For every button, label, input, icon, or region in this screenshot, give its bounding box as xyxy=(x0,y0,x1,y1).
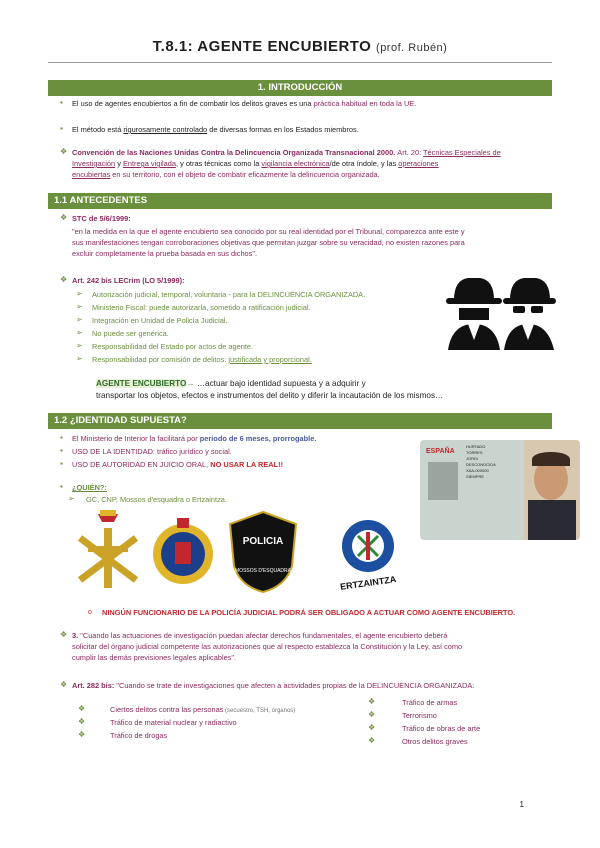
page-title xyxy=(0,38,600,55)
section-heading-introduccion: 1. INTRODUCCIÓN xyxy=(48,80,552,96)
identity-line-3: USO DE AUTORIDAD EN JUICIO ORAL, NO USAR LA REAL!! xyxy=(72,460,284,469)
diamond-bullet-icon: ❖ xyxy=(368,697,376,706)
arrow-bullet-icon: ➢ xyxy=(76,328,83,337)
arrow-bullet-icon: ➢ xyxy=(76,289,83,298)
diamond-bullet-icon: ❖ xyxy=(60,630,68,639)
art242-item: Autorización judicial, temporal, voluntaria - para la DELINCUENCIA ORGANIZADA. xyxy=(92,290,366,299)
hollow-bullet-icon: o xyxy=(88,609,92,616)
art242-item: No puede ser genérica. xyxy=(92,329,169,338)
ertzaintza-emblem-text: ERTZAINTZA xyxy=(339,574,397,592)
art242-item: Ministerio Fiscal: puede autorizarla, sometido a ratificación judicial. xyxy=(92,303,311,312)
mossos-emblem-text: POLICIA xyxy=(242,536,284,547)
arrow-bullet-icon: ➢ xyxy=(76,302,83,311)
crime-list-item: Tráfico de material nuclear y radiactivo xyxy=(110,718,237,727)
intro-paragraph-1: El uso de agentes encubiertos a fin de combatir los delitos graves es una práctica habitual en toda la UE. xyxy=(72,99,417,108)
crime-list-item: Tráfico de drogas xyxy=(110,731,168,740)
id-card-image xyxy=(420,440,580,540)
art242-item: Responsabilidad por comisión de delitos: justificada y proporcional. xyxy=(92,355,312,364)
bullet-icon: ▪ xyxy=(60,459,63,468)
mossos-emblem-subtext: MOSSOS D'ESQUADRA xyxy=(235,568,291,574)
arrow-bullet-icon: ➢ xyxy=(76,354,83,363)
identity-line-2: USO DE LA IDENTIDAD: tráfico jurídico y social. xyxy=(72,447,232,456)
title-text: T.8.1: AGENTE ENCUBIERTO xyxy=(152,38,372,55)
diamond-bullet-icon: ❖ xyxy=(60,213,68,222)
diamond-bullet-icon: ❖ xyxy=(368,710,376,719)
art282-heading: Art. 282 bis: "Cuando se trate de investigaciones que afecten a actividades propias de la DELINCUENCIA ORGANIZADA: xyxy=(72,681,475,690)
bullet-icon: ▪ xyxy=(60,446,63,455)
diamond-bullet-icon: ❖ xyxy=(78,730,86,739)
crime-list-item: Otros delitos graves xyxy=(402,737,468,746)
crime-list-item: Terrorismo xyxy=(402,711,437,720)
diamond-bullet-icon: ❖ xyxy=(60,680,68,689)
quien-answer: GC, CNP, Mossos d'esquadra o Ertzaintza. xyxy=(86,495,227,504)
bullet-icon: ▪ xyxy=(60,124,63,133)
diamond-bullet-icon: ❖ xyxy=(60,275,68,284)
ningun-funcionario: NINGÚN FUNCIONARIO DE LA POLICÍA JUDICIAL PODRÁ SER OBLIGADO A ACTUAR COMO AGENTE ENCUBIERTO. xyxy=(102,608,516,617)
mossos-emblem xyxy=(226,510,300,594)
title-author: (prof. Rubén) xyxy=(376,42,448,54)
bullet-icon: ▪ xyxy=(60,433,63,442)
policia-nacional-emblem xyxy=(148,510,218,594)
arrow-bullet-icon: ➢ xyxy=(76,315,83,324)
spy-icons xyxy=(446,270,556,350)
section-heading-identidad: 1.2 ¿IDENTIDAD SUPUESTA? xyxy=(48,413,552,429)
id-card-country: ESPAÑA xyxy=(426,448,455,455)
arrow-bullet-icon: ➢ xyxy=(76,341,83,350)
diamond-bullet-icon: ❖ xyxy=(78,717,86,726)
arrow-bullet-icon: ➢ xyxy=(68,494,75,503)
art242-item: Integración en Unidad de Policía Judicial. xyxy=(92,316,228,325)
bullet-icon: ▪ xyxy=(60,482,63,491)
agent-definition: AGENTE ENCUBIERTO→ …actuar bajo identidad supuesta y a adquirir y transportar los objetos, efectos e instrumentos del delito y diferir la incautación de los mismos… xyxy=(96,379,444,400)
art242-heading: Art. 242 bis LECrim (LO 5/1999): xyxy=(72,276,185,285)
art242-item: Responsabilidad del Estado por actos de agente. xyxy=(92,342,254,351)
spy-hat-icon xyxy=(446,278,502,350)
point-3-quote: 3. "Cuando las actuaciones de investigación puedan afectar derechos fundamentales, el agente encubierto deberá solicitar del órgano judicial competente las autorizaciones que al respecto establezca la Constitución y la Ley, así como cumplir las demás previsiones legales aplicables". xyxy=(72,631,463,662)
intro-paragraph-3: Convención de las Naciones Unidas Contra la Delincuencia Organizada Transnacional 2000. Art. 20: Técnicas Especiales de Investigación y Entrega vigilada, y otras técnicas como la vigilancia electrónica/de otra índole, y las operaciones encubiertas en su territorio, con el objeto de combatir eficazmente la delincuencia organizada. xyxy=(72,148,501,179)
title-divider xyxy=(48,62,552,63)
section-heading-antecedentes: 1.1 ANTECEDENTES xyxy=(48,193,552,209)
guardia-civil-emblem xyxy=(74,510,142,592)
crime-list-item: Tráfico de armas xyxy=(402,698,458,707)
crime-list-item: Ciertos delitos contra las personas (secuestro, TSH, órganos) xyxy=(110,705,296,714)
intro-paragraph-2: El método está rigurosamente controlado de diversas formas en los Estados miembros. xyxy=(72,125,359,134)
spy-sunglasses-icon xyxy=(503,278,556,350)
quien-heading: ¿QUIÉN?: xyxy=(72,483,107,492)
diamond-bullet-icon: ❖ xyxy=(60,147,68,156)
ertzaintza-emblem xyxy=(326,512,410,592)
bullet-icon: ▪ xyxy=(60,98,63,107)
page-number: 1 xyxy=(519,800,524,809)
stc-quote: "en la medida en la que el agente encubierto sea conocido por su real identidad por el Tribunal, comparezca ante este y sus manifestaciones tengan corroboraciones objetivas que permitan juzgar sobre su veracidad, no existen razones para excluir completamente la prueba basada en sus dichos". xyxy=(72,227,465,258)
identity-line-1: El Ministerio de Interior la facilitará por periodo de 6 meses, prorrogable. xyxy=(72,434,317,443)
person-photo xyxy=(524,440,580,540)
diamond-bullet-icon: ❖ xyxy=(368,736,376,745)
diamond-bullet-icon: ❖ xyxy=(78,704,86,713)
diamond-bullet-icon: ❖ xyxy=(368,723,376,732)
id-card-fields: HURTADO TORRES JORDI DESCONOCIDA XAA-000000 SIEMPRE xyxy=(466,444,496,479)
crime-list-item: Tráfico de obras de arte xyxy=(402,724,481,733)
id-card-photo xyxy=(428,462,458,500)
stc-heading: STC de 5/6/1999: xyxy=(72,214,131,223)
